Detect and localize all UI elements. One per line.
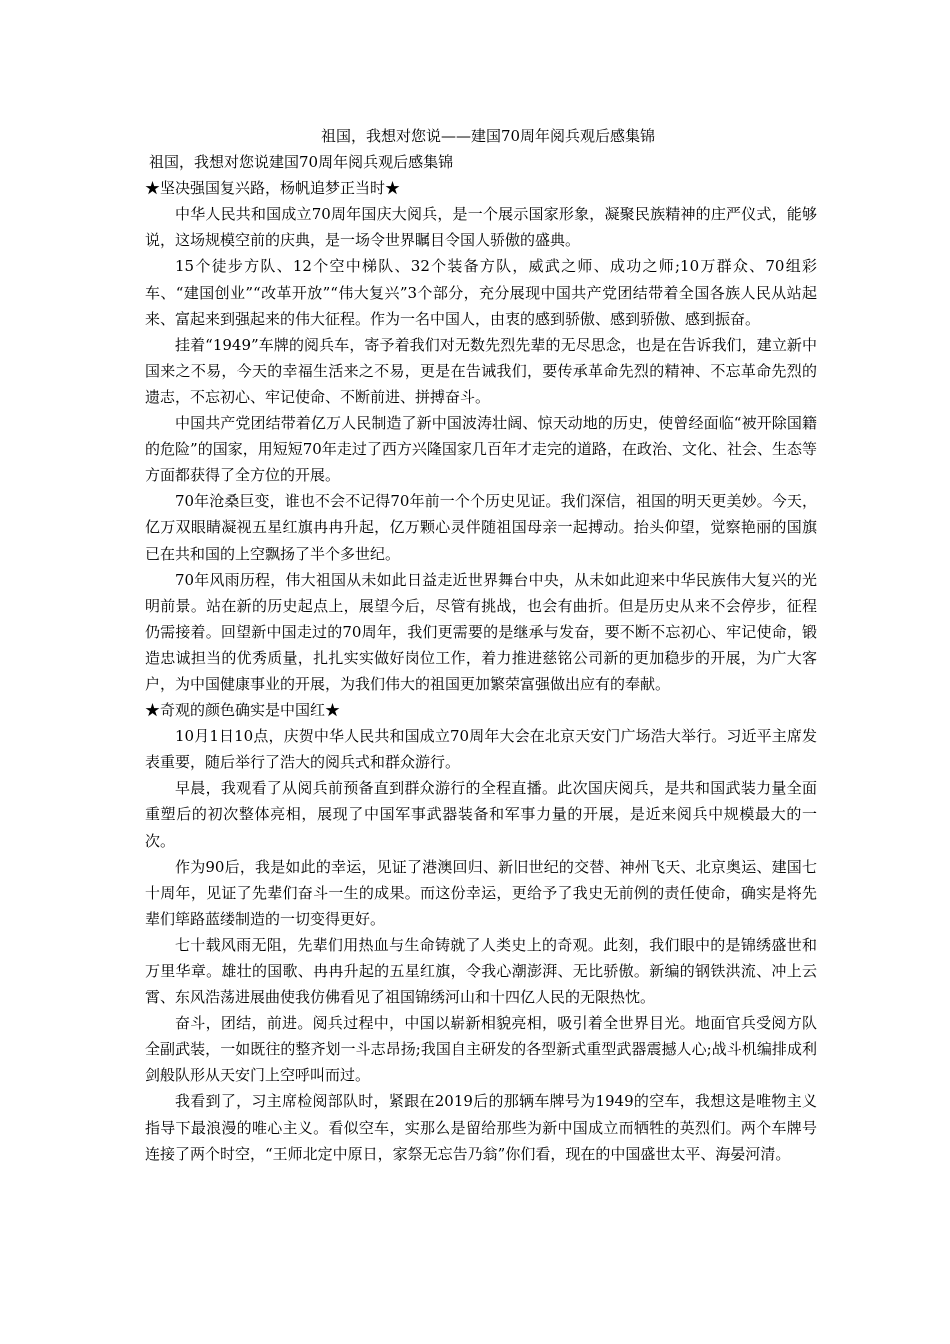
paragraph: 七十载风雨无阻，先辈们用热血与生命铸就了人类史上的奇观。此刻，我们眼中的是锦绣盛世和万里华章。雄壮的国歌、冉冉升起的五星红旗，令我心潮澎湃、无比骄傲。新编的钢铁洪流、冲上云霄、东风浩荡进展曲使我仿佛看见了祖国锦绣河山和十四亿人民的无限热忱。 xyxy=(145,935,817,1007)
paragraph: 挂着“1949”车牌的阅兵车，寄予着我们对无数先烈先辈的无尽思念，也是在告诉我们，建立新中国来之不易，今天的幸福生活来之不易，更是在告诫我们，要传承革命先烈的精神、不忘革命先烈的遗志，不忘初心、牢记使命、不断前进、拼搏奋斗。 xyxy=(145,335,817,406)
document-title: 祖国，我想对您说——建国70周年阅兵观后感集锦 xyxy=(320,127,656,145)
paragraph: 10月1日10点，庆贺中华人民共和国成立70周年大会在北京天安门广场浩大举行。习近平主席发表重要，随后举行了浩大的阅兵式和群众游行。 xyxy=(145,727,817,772)
paragraph: 70年风雨历程，伟大祖国从未如此日益走近世界舞台中央，从未如此迎来中华民族伟大复兴的光明前景。站在新的历史起点上，展望今后，尽管有挑战，也会有曲折。但是历史从来不会停步，征程仍需接着。回望新中国走过的70周年，我们更需要的是继承与发奋，要不断不忘初心、牢记使命，锻造忠诚担当的优秀质量，扎扎实实做好岗位工作，着力推进慈铭公司新的更加稳步的开展，为广大客户，为中国健康事业的开展，为我们伟大的祖国更加繁荣富强做出应有的奉献。 xyxy=(145,570,817,693)
paragraph: 早晨，我观看了从阅兵前预备直到群众游行的全程直播。此次国庆阅兵，是共和国武装力量全面重塑后的初次整体亮相，展现了中国军事武器装备和军事力量的开展，是近来阅兵中规模最大的一次。 xyxy=(145,779,817,850)
paragraph: 70年沧桑巨变，谁也不会不记得70年前一个个历史见证。我们深信，祖国的明天更美妙。今天，亿万双眼睛凝视五星红旗冉冉升起，亿万颗心灵伴随祖国母亲一起搏动。抬头仰望，觉察艳丽的国旗已在共和国的上空飘扬了半个多世纪。 xyxy=(145,492,817,563)
document-body xyxy=(145,123,817,1167)
document-subtitle: 祖国，我想对您说建国70周年阅兵观后感集锦 xyxy=(149,153,454,172)
paragraph: 作为90后，我是如此的幸运，见证了港澳回归、新旧世纪的交替、神州飞天、北京奥运、建国七十周年，见证了先辈们奋斗一生的成果。而这份幸运，更给予了我史无前例的责任使命，确实是将先辈们筚路蓝缕制造的一切变得更好。 xyxy=(145,857,817,928)
paragraph: 中华人民共和国成立70周年国庆大阅兵，是一个展示国家形象，凝聚民族精神的庄严仪式，能够说，这场规模空前的庆典，是一场令世界瞩目令国人骄傲的盛典。 xyxy=(145,205,817,250)
section-heading: ★奇观的颜色确实是中国红★ xyxy=(145,701,341,720)
paragraph: 15个徒步方队、12个空中梯队、32个装备方队，威武之师、成功之师;10万群众、70组彩车、“建国创业”“改革开放”“伟大复兴”3个部分，充分展现中国共产党团结带着全国各族人民从站起来、富起来到强起来的伟大征程。作为一名中国人，由衷的感到骄傲、感到骄傲、感到振奋。 xyxy=(145,257,817,328)
paragraph: 我看到了，习主席检阅部队时，紧跟在2019后的那辆车牌号为1949的空车，我想这是唯物主义指导下最浪漫的唯心主义。看似空车，实那么是留给那些为新中国成立而牺牲的英烈们。两个车牌号连接了两个时空，“王师北定中原日，家祭无忘告乃翁”你们看，现在的中国盛世太平、海晏河清。 xyxy=(145,1092,817,1163)
paragraph: 奋斗，团结，前进。阅兵过程中，中国以崭新相貌亮相，吸引着全世界目光。地面官兵受阅方队全副武装，一如既往的整齐划一斗志昂扬;我国自主研发的各型新式重型武器震撼人心;战斗机编排成利剑般队形从天安门上空呼叫而过。 xyxy=(145,1014,817,1085)
paragraph: 中国共产党团结带着亿万人民制造了新中国波涛壮阔、惊天动地的历史，使曾经面临“被开除国籍的危险”的国家，用短短70年走过了西方兴隆国家几百年才走完的道路，在政治、文化、社会、生态等方面都获得了全方位的开展。 xyxy=(145,414,817,485)
section-heading: ★坚决强国复兴路，杨帆追梦正当时★ xyxy=(145,179,401,198)
